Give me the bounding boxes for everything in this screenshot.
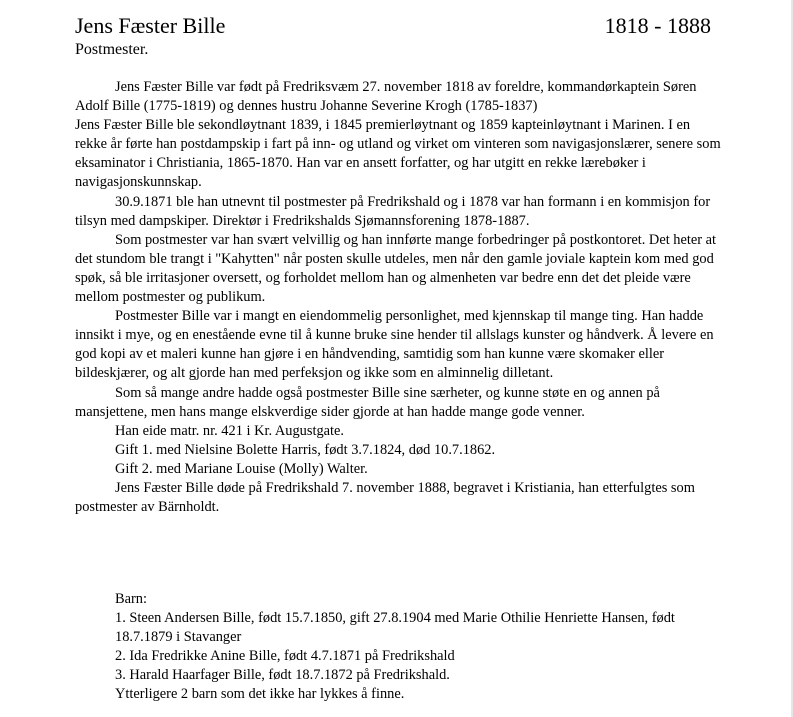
child-item: 1. Steen Andersen Bille, født 15.7.1850, gift 27.8.1904 med Marie Othilie Henriette Hansen, født 18.7.1879 i Stavanger	[115, 610, 675, 646]
paragraph-career: Jens Fæster Bille ble sekondløytnant 1839, i 1845 premierløytnant og 1859 kapteinløytnant i Marinen. I en rekke år førte han postdampskip i fart på inn- og utland og virket om vinteren som navigasjonslærer, senere som eksaminator i Christiania, 1865-1870. Han var en ansett forfatter, og har utgitt en rekke lærebøker i navigasjonskunnskap.	[75, 117, 721, 191]
occupation-subtitle: Postmester.	[75, 41, 149, 58]
document-header	[75, 12, 715, 42]
paragraph-marriage-1: Gift 1. med Nielsine Bolette Harris, født 3.7.1824, død 10.7.1862.	[115, 441, 496, 458]
paragraph-marriage-2: Gift 2. med Mariane Louise (Molly) Walter.	[115, 460, 368, 477]
paragraph-postmaster: Som postmester var han svært velvillig og han innførte mange forbedringer på postkontoret. Det heter at det stundom ble trangt i "Kahytten" når posten skulle utdeles, men når den gamle joviale kaptein kom med god spøk, så ble irritasjoner oversett, og forholdet mellom han og almenheten var bedre enn det det pleide være mellom postmester og publikum.	[75, 231, 717, 306]
paragraph-death: Jens Fæster Bille døde på Fredrikshald 7. november 1888, begravet i Kristiania, han etterfulgtes som postmester av Bärnholdt.	[75, 479, 695, 516]
person-name: Jens Fæster Bille	[75, 13, 226, 38]
paragraph-property: Han eide matr. nr. 421 i Kr. Augustgate.	[115, 422, 345, 439]
children-section	[115, 590, 715, 705]
paragraph-appointment: 30.9.1871 ble han utnevnt til postmester på Fredrikshald og i 1878 var han formann i en kommisjon for tilsyn med dampskiper. Direktør i Fredrikshalds Sjømannsforening 1878-1887.	[75, 193, 711, 229]
child-item: 2. Ida Fredrikke Anine Bille, født 4.7.1871 på Fredrikshald	[115, 648, 455, 665]
paragraph-peculiarities: Som så mange andre hadde også postmester Bille sine særheter, og kunne støte en og annen på mansjettene, men hans mange elskverdige sider gjorde at han hadde mange gode venner.	[75, 384, 660, 420]
biography-text	[75, 78, 725, 517]
paragraph-personality: Postmester Bille var i mangt en eiendommelig personlighet, med kjennskap til mange ting. Han hadde innsikt i mye, og en enestående evne til å kunne bruke sine hender til allslags kunster og håndverk. Å levere en god kopi av et maleri kunne han gjøre i en håndvending, samtidig som han kunne være skomaker eller bildeskjærer, og alt gjorde han med perfeksjon og ikke som en alminnelig dilletant.	[75, 308, 714, 382]
life-years: 1818 - 1888	[604, 13, 711, 38]
children-heading: Barn:	[115, 591, 147, 607]
child-item: 3. Harald Haarfager Bille, født 18.7.1872 på Fredrikshald.	[115, 667, 450, 684]
children-note: Ytterligere 2 barn som det ikke har lykkes å finne.	[115, 686, 405, 703]
paragraph-birth: Jens Fæster Bille var født på Fredriksvæm 27. november 1818 av foreldre, kommandørkaptein Søren Adolf Bille (1775-1819) og dennes hustru Johanne Severine Krogh (1785-1837)	[75, 79, 697, 115]
